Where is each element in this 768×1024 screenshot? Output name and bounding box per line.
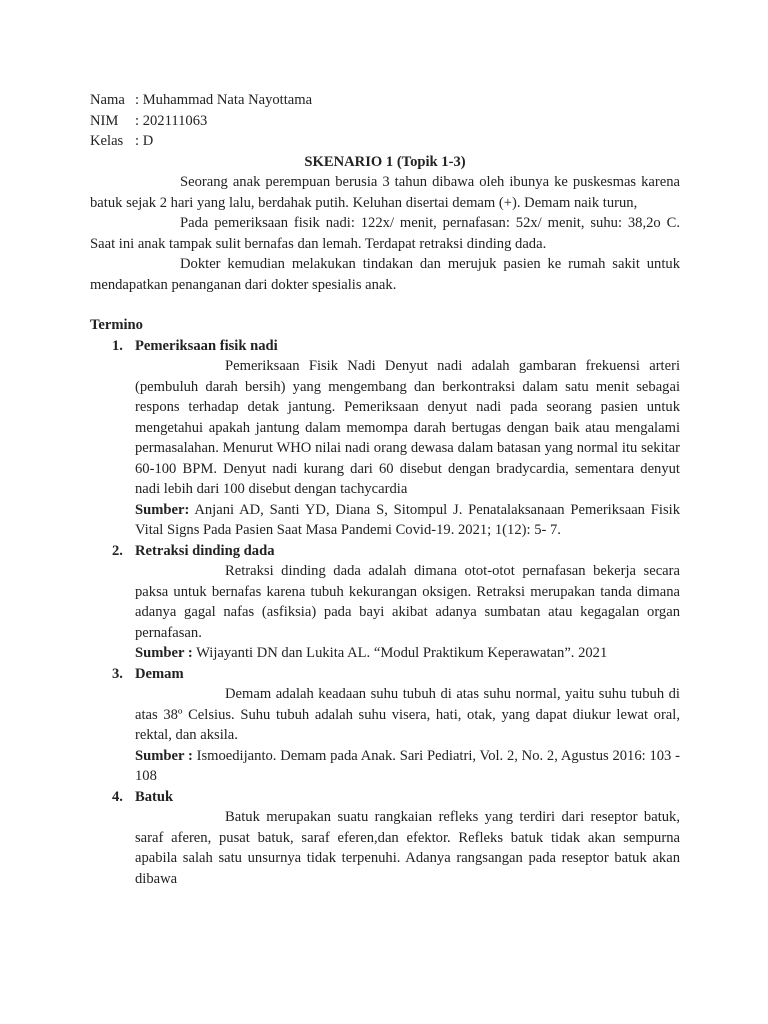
term-list: [90, 336, 680, 890]
term-number: 2.: [112, 542, 123, 559]
term-title: Pemeriksaan fisik nadi: [135, 337, 278, 354]
nim-label: NIM: [90, 112, 119, 129]
name-label: Nama: [90, 92, 125, 108]
term-source: [135, 643, 680, 664]
term-item: [90, 664, 680, 787]
term-item: [90, 787, 680, 890]
source-text: Wijayanti DN dan Lukita AL. “Modul Praktikum Keperawatan”. 2021: [192, 645, 608, 661]
section-heading: Termino: [90, 317, 143, 333]
source-text: Anjani AD, Santi YD, Diana S, Sitompul J. Penatalaksanaan Pemeriksaan Fisik Vital Signs Pada Pasien Saat Masa Pandemi Covid-19. 2021; 1(12): 5- 7.: [135, 501, 680, 538]
student-identity: [90, 90, 680, 152]
scenario-title: SKENARIO 1 (Topik 1-3): [304, 153, 466, 170]
source-label: Sumber :: [135, 747, 193, 764]
term-number: 4.: [112, 788, 123, 805]
term-source: [135, 746, 680, 787]
term-number: 1.: [112, 337, 123, 354]
term-item: [90, 336, 680, 541]
term-title: Batuk: [135, 788, 174, 805]
term-title: Demam: [135, 665, 184, 682]
term-number: 3.: [112, 665, 123, 682]
term-definition: Pemeriksaan Fisik Nadi Denyut nadi adalah gambaran frekuensi arteri (pembuluh darah bersih) yang mengembang dan berkontraksi dalam satu menit sebagai respons terhadap detak jantung. Pemeriksaan denyut nadi pada seorang pasien untuk mengetahui apakah jantung dalam memompa darah bertugas dengan baik atau mengalami permasalahan. Menurut WHO nilai nadi orang dewasa dalam batasan yang normal itu sekitar 60-100 BPM. Denyut nadi kurang dari 60 disebut dengan bradycardia, sementara denyut nadi lebih dari 100 disebut dengan tachycardia: [135, 358, 680, 497]
document-page: [90, 90, 680, 889]
source-text: Ismoedijanto. Demam pada Anak. Sari Pediatri, Vol. 2, No. 2, Agustus 2016: 103 - 108: [135, 747, 680, 784]
term-definition: Demam adalah keadaan suhu tubuh di atas suhu normal, yaitu suhu tubuh di atas 38º Celsius. Suhu tubuh adalah suhu visera, hati, otak, yang dapat diukur lewat oral, rektal, dan aksila.: [135, 686, 680, 743]
term-source: [135, 500, 680, 541]
nim-value: : 202111063: [135, 112, 208, 129]
class-value: : D: [135, 133, 154, 149]
scenario-paragraph: Dokter kemudian melakukan tindakan dan merujuk pasien ke rumah sakit untuk mendapatkan penanganan dari dokter spesialis anak.: [90, 256, 680, 293]
name-value: : Muhammad Nata Nayottama: [135, 92, 313, 108]
term-item: [90, 541, 680, 664]
source-label: Sumber:: [135, 501, 190, 518]
term-definition: Retraksi dinding dada adalah dimana otot-otot pernafasan bekerja secara paksa untuk bernafas karena tubuh kekurangan oksigen. Retraksi merupakan tanda dimana adanya gagal nafas (asfiksia) pada bayi akibat adanya sumbatan atau kegagalan organ pernafasan.: [135, 563, 680, 641]
term-definition: Batuk merupakan suatu rangkaian refleks yang terdiri dari reseptor batuk, saraf aferen, pusat batuk, saraf eferen,dan efektor. Refleks batuk tidak akan sempurna apabila salah satu unsurnya tidak terpenuhi. Adanya rangsangan pada reseptor batuk akan dibawa: [135, 809, 680, 887]
source-label: Sumber :: [135, 645, 193, 661]
scenario-paragraph: Seorang anak perempuan berusia 3 tahun dibawa oleh ibunya ke puskesmas karena batuk sejak 2 hari yang lalu, berdahak putih. Keluhan disertai demam (+). Demam naik turun,: [90, 174, 680, 211]
scenario-paragraph: Pada pemeriksaan fisik nadi: 122x/ menit, pernafasan: 52x/ menit, suhu: 38,2o C. Saat ini anak tampak sulit bernafas dan lemah. Terdapat retraksi dinding dada.: [90, 215, 680, 252]
term-title: Retraksi dinding dada: [135, 542, 275, 559]
class-label: Kelas: [90, 133, 124, 149]
